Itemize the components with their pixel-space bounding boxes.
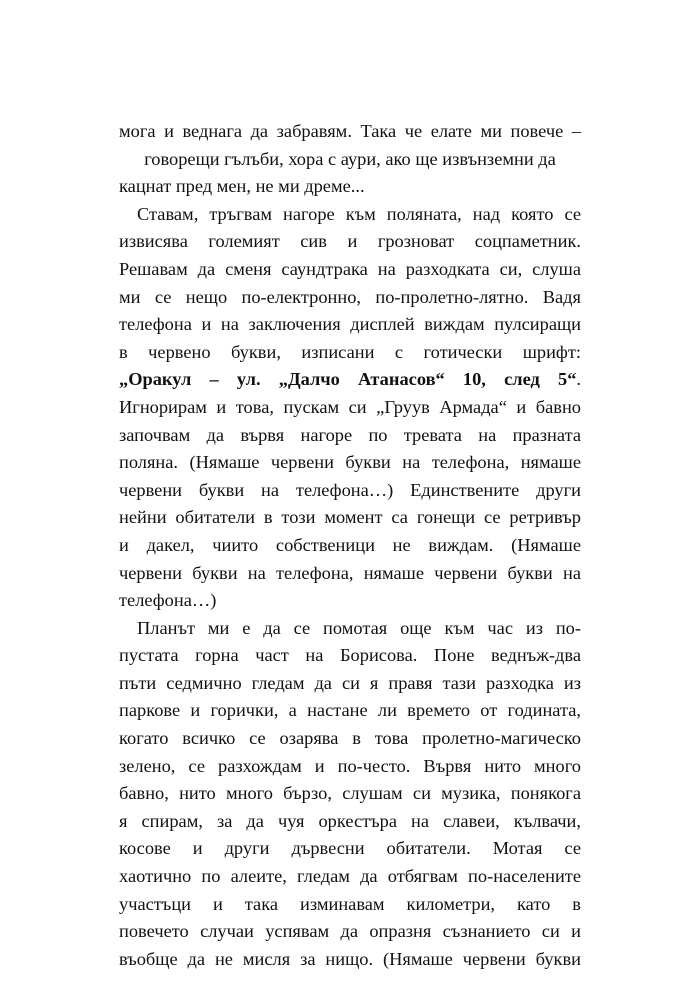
text-line: косове и други дървесни обитатели. Мотая се <box>119 838 581 859</box>
text-line: участъци и така изминавам километри, като в <box>119 893 581 914</box>
text-line: червени букви на телефона…) Единствените други <box>119 479 581 500</box>
text-line: я спирам, за да чуя оркестъра на славеи, кълвачи, <box>119 810 581 831</box>
oracle-address-bold: „Оракул – ул. „Далчо Атанасов“ 10, след 5“ <box>119 369 577 390</box>
text-line: червени букви на телефона, нямаше червени букви на <box>119 562 581 583</box>
text-line: и дакел, чиито собственици не виждам. (Нямаше <box>119 534 581 555</box>
text-line: поляна. (Нямаше червени букви на телефона, нямаше <box>119 452 581 473</box>
text-line: извисява големият сив и грозноват соцпаметник. <box>119 231 581 252</box>
bold-line-tail: . <box>576 369 581 390</box>
paragraph-3 <box>119 615 581 974</box>
text-line-bold <box>119 366 581 394</box>
text-line: въобще да не мисля за нищо. (Нямаше червени букви <box>119 948 581 969</box>
text-line: говорещи гълъби, хора с аури, ако ще извънземни да <box>144 148 556 169</box>
text-line: Игнорирам и това, пускам си „Груув Армада“ и бавно <box>119 396 581 417</box>
text-line: Ставам, тръгвам нагоре към поляната, над която се <box>137 203 581 224</box>
text-line: Планът ми е да се помотая още към час из по- <box>137 617 581 638</box>
text-line: кацнат пред мен, не ми дреме... <box>119 176 365 197</box>
text-line: започвам да вървя нагоре по тревата на празната <box>119 424 581 445</box>
text-line: повечето случаи успявам да опразня съзнанието си и <box>119 921 581 942</box>
text-line: нейни обитатели в този момент са гонещи се ретривър <box>119 507 581 528</box>
text-line: паркове и горички, а настане ли времето от годината, <box>119 700 581 721</box>
text-line: телефона и на заключения дисплей виждам пулсиращи <box>119 314 581 335</box>
text-line: зелено, се разхождам и по-често. Вървя нито много <box>119 755 581 776</box>
text-line: когато всичко се озарява в това пролетно-магическо <box>119 728 581 749</box>
paragraph-2 <box>119 201 581 615</box>
text-line: хаотично по алеите, гледам да отбягвам по-населените <box>119 866 581 887</box>
text-line: мога и веднага да забравям. Така че елате ми повече – <box>119 121 581 141</box>
text-line: Решавам да сменя саундтрака на разходката си, слуша <box>119 258 581 279</box>
text-line: бавно, нито много бързо, слушам си музика, понякога <box>119 783 581 804</box>
text-line: пъти седмично гледам да си я правя тази разходка из <box>119 672 581 693</box>
paragraph-1 <box>119 118 581 201</box>
text-line: телефона…) <box>119 590 217 611</box>
text-line: в червено букви, изписани с готически шрифт: <box>119 341 581 362</box>
text-line: ми се нещо по-електронно, по-пролетно-лятно. Вадя <box>119 286 581 307</box>
book-page <box>119 118 581 973</box>
text-line: пустата горна част на Борисова. Поне веднъж-два <box>119 645 581 666</box>
